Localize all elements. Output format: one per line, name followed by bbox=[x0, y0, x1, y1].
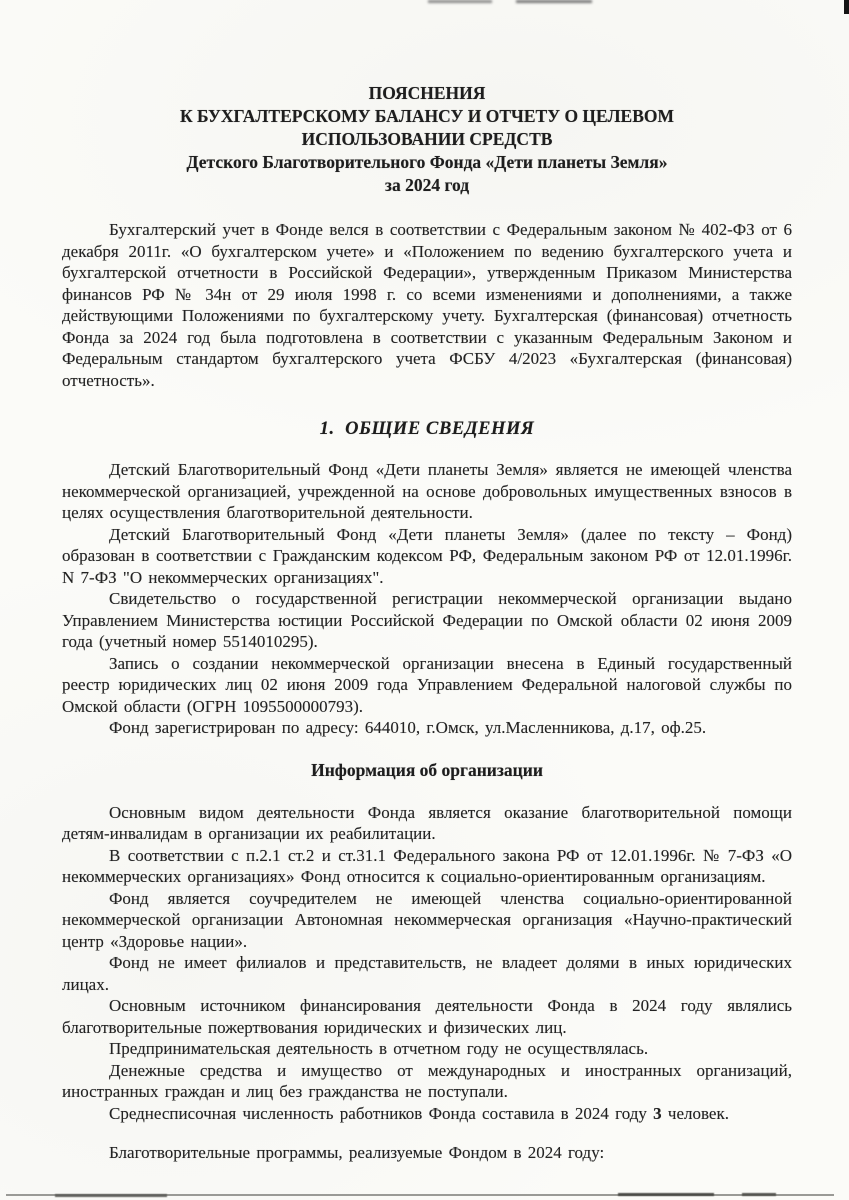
document-title-block bbox=[62, 82, 792, 197]
scan-artifact-top-smudge-right bbox=[516, 0, 592, 3]
paragraph-headcount bbox=[62, 1103, 792, 1125]
paragraph-no-business-activity: Предпринимательская деятельность в отчетном году не осуществлялась. bbox=[109, 1039, 649, 1058]
scan-artifact-corner-mark bbox=[844, 0, 849, 14]
title-line-1: ПОЯСНЕНИЯ bbox=[368, 83, 486, 103]
headcount-prefix: Среднесписочная численность работников Фонда составила в 2024 году bbox=[109, 1103, 654, 1123]
scan-artifact-bottom-line-segment bbox=[618, 1193, 714, 1196]
paragraph-no-branches: Фонд не имеет филиалов и представительств, не владеет долями в иных юридических лицах. bbox=[62, 953, 792, 994]
headcount-suffix: человек. bbox=[661, 1103, 729, 1123]
intro-paragraph: Бухгалтерский учет в Фонде велся в соответствии с Федеральным законом № 402-ФЗ от 6 декабря 2011г. «О бухгалтерском учете» и «Положением по ведению бухгалтерского учета и бухгалтерской отчетности в Российской Федерации», утвержденным Приказом Министерства финансов РФ № 34н от 29 июля 1998 г. со всеми изменениями и дополнениями, а также действующими Положениями по бухгалтерскому учету. Бухгалтерская (финансовая) отчетность Фонда за 2024 год была подготовлена в соответствии с указанным Федеральным Законом и Федеральным стандартом бухгалтерского учета ФСБУ 4/2023 «Бухгалтерская (финансовая) отчетность». bbox=[62, 220, 792, 390]
headcount-value: 3 bbox=[653, 1103, 662, 1123]
title-line-3: ИСПОЛЬЗОВАНИИ СРЕДСТВ bbox=[301, 129, 553, 149]
paragraph-cofounder: Фонд является соучредителем не имеющей членства социально-ориентированной некоммерческой организации Автономная некоммерческая организация «Научно-практический центр «Здоровье нации». bbox=[62, 888, 792, 951]
title-line-4: Детского Благотворительного Фонда «Дети планеты Земля» bbox=[186, 152, 668, 172]
paragraph-state-registration: Свидетельство о государственной регистрации некоммерческой организации выдано Управлением Министерства юстиции Российской Федерации по Омской области 02 июня 2009 года (учетный номер 5514010295). bbox=[62, 589, 792, 651]
paragraph-register-record: Запись о создании некоммерческой организации внесена в Единый государственный реестр юридических лиц 02 июня 2009 года Управлением Федеральной налоговой службы по Омской области (ОГРН 1095500000793). bbox=[62, 653, 792, 716]
title-line-5: за 2024 год bbox=[384, 175, 470, 195]
paragraph-financing-source: Основным источником финансирования деятельности Фонда в 2024 году являлись благотворительные пожертвования юридических и физических лиц. bbox=[62, 996, 792, 1037]
paragraph-no-foreign-funds: Денежные средства и имущество от международных и иностранных организаций, иностранных граждан и лиц без гражданства не поступали. bbox=[62, 1060, 792, 1101]
scan-artifact-bottom-line-segment bbox=[742, 1193, 776, 1196]
scan-artifact-top-smudge-left bbox=[428, 0, 492, 3]
paragraph-fund-membership: Детский Благотворительный Фонд «Дети планеты Земля» является не имеющей членства некоммерческой организацией, учрежденной на основе добровольных имущественных взносов в целях осуществления благотворительной деятельности. bbox=[62, 460, 792, 522]
paragraph-charity-programs-intro: Благотворительные программы, реализуемые Фондом в 2024 году: bbox=[109, 1143, 605, 1162]
title-line-2: К БУХГАЛТЕРСКОМУ БАЛАНСУ И ОТЧЕТУ О ЦЕЛЕВОМ bbox=[179, 106, 675, 126]
paragraph-socially-oriented: В соответствии с п.2.1 ст.2 и ст.31.1 Федерального закона РФ от 12.01.1996г. № 7-ФЗ «О некоммерческих организациях» Фонд относится к социально-ориентированным организациям. bbox=[62, 845, 792, 886]
org-info-heading: Информация об организации bbox=[311, 759, 543, 780]
paragraph-main-activity: Основным видом деятельности Фонда является оказание благотворительной помощи детям-инвалидам в организации их реабилитации. bbox=[62, 802, 792, 843]
paragraph-fund-formation: Детский Благотворительный Фонд «Дети планеты Земля» (далее по тексту – Фонд) образован в соответствии с Гражданским кодексом РФ, Федеральным законом РФ от 12.01.1996г. N 7-ФЗ "О некоммерческих организациях". bbox=[62, 524, 792, 587]
paragraph-registered-address: Фонд зарегистрирован по адресу: 644010, г.Омск, ул.Масленникова, д.17, оф.25. bbox=[109, 718, 707, 737]
scan-artifact-bottom-line-segment bbox=[55, 1194, 167, 1197]
general-info-section-heading: 1. ОБЩИЕ СВЕДЕНИЯ bbox=[319, 419, 535, 439]
